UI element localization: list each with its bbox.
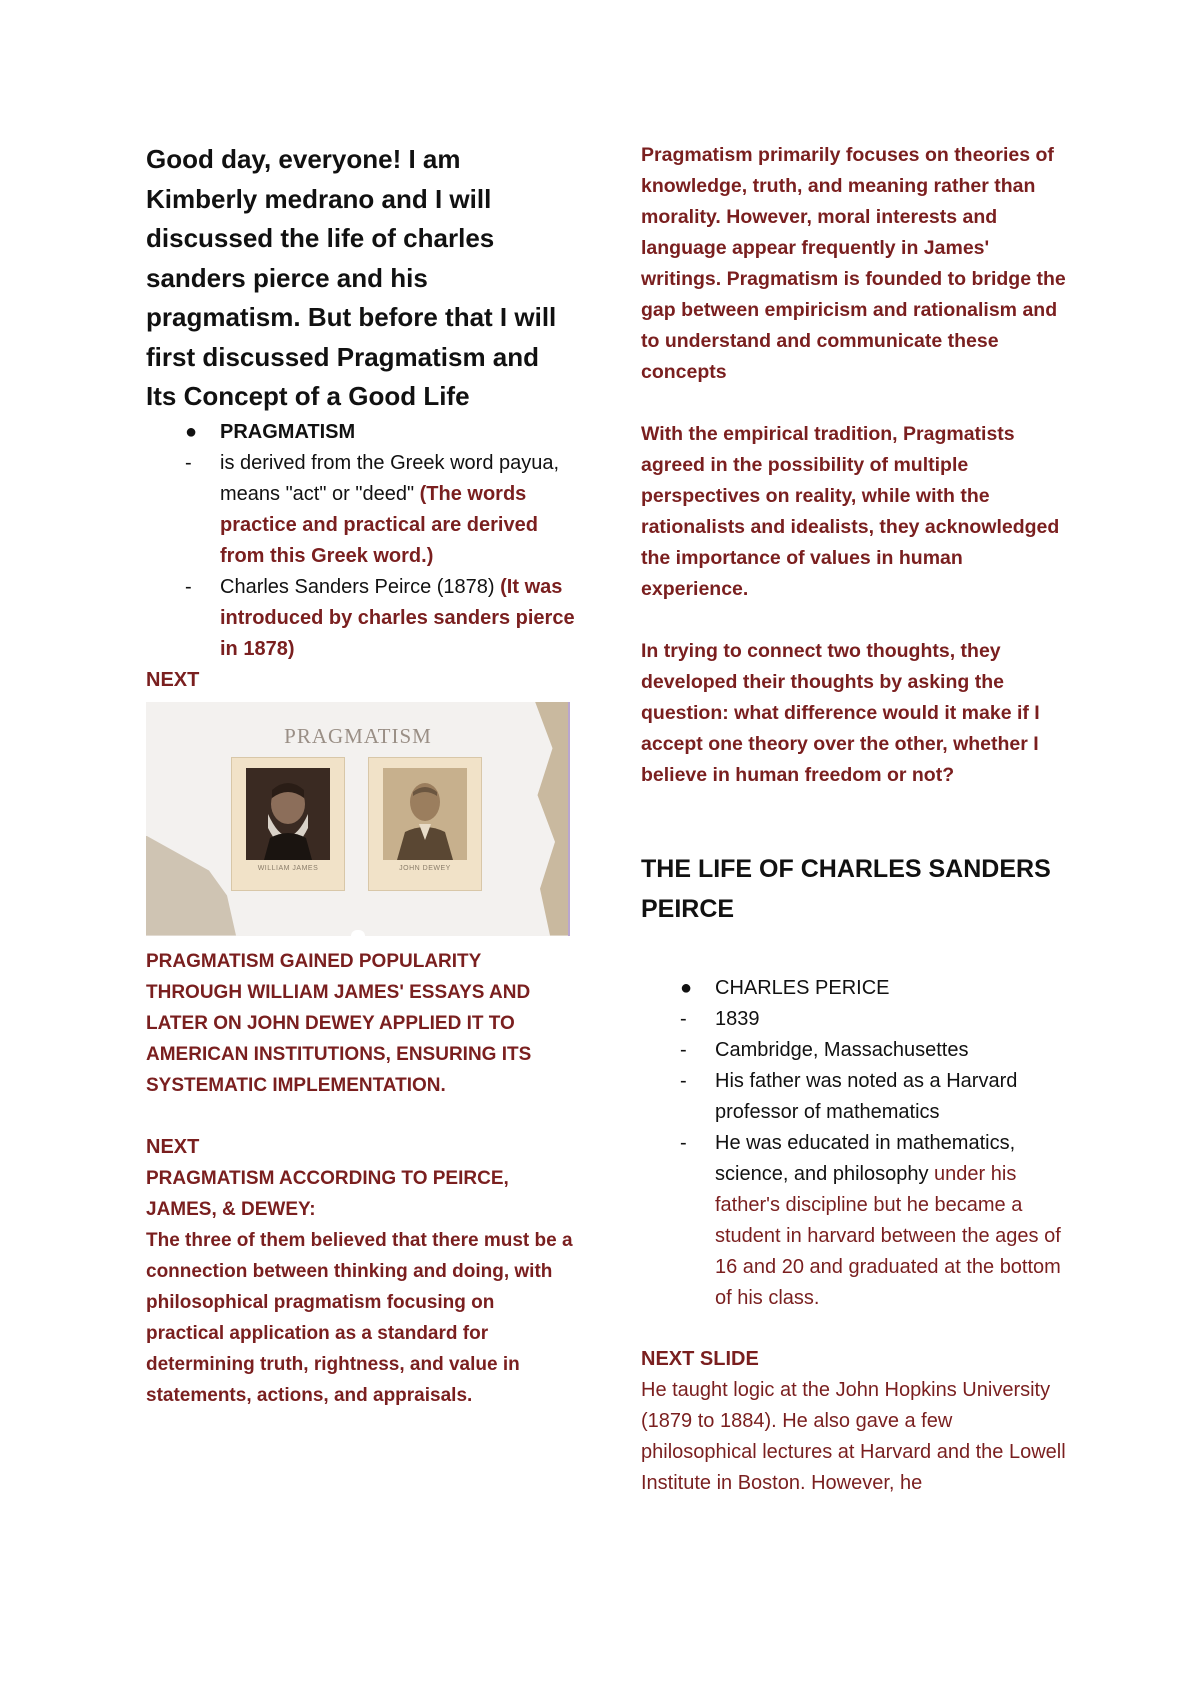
dash-icon: - xyxy=(185,451,192,474)
taught-text: He taught logic at the John Hopkins University (1879 to 1884). He also gave a few philosophical lectures at Harvard and the Lowell Institute in Boston xyxy=(641,1379,1066,1494)
list-item xyxy=(641,1035,1071,1066)
dash-icon: - xyxy=(185,575,192,598)
left-column xyxy=(146,140,576,1411)
bullet-icon: ● xyxy=(185,420,198,443)
next-label: NEXT xyxy=(146,1135,200,1158)
next-label: NEXT xyxy=(146,668,200,691)
father-text: His father was noted as a Harvard professor of mathematics xyxy=(715,1070,1018,1123)
education-note: under his father's discipline but he became a student in harvard between the ages of 16 and 20 and graduated at the bottom of his class. xyxy=(715,1163,1061,1309)
list-item xyxy=(641,1066,1071,1128)
taught-paragraph xyxy=(641,1375,1071,1499)
connect-paragraph: In trying to connect two thoughts, they developed their thoughts by asking the question: what difference would it make if I accept one theory over the other, whether I believe in human freedom or not? xyxy=(641,640,1040,786)
john-dewey-photo xyxy=(383,768,467,860)
definition-note: (The words practice and practical are derived from this Greek word.) xyxy=(220,482,538,567)
slide-edge xyxy=(568,702,570,936)
life-heading: THE LIFE OF CHARLES SANDERS PEIRCE xyxy=(641,855,1051,923)
list-item xyxy=(146,572,576,665)
list-item xyxy=(641,1004,1071,1035)
portrait-card-william-james xyxy=(231,757,345,891)
card-caption: WILLIAM JAMES xyxy=(257,864,319,872)
list-item xyxy=(146,417,576,448)
definition-text: is derived from the Greek word payua, means "act" or "deed" xyxy=(220,451,560,505)
birth-place: Cambridge, Massachusettes xyxy=(715,1039,969,1061)
peirce-note: (It was introduced by charles sanders pierce in 1878) xyxy=(220,575,575,660)
next-slide-label: NEXT SLIDE xyxy=(641,1348,759,1370)
dash-icon: - xyxy=(680,1070,687,1092)
dash-icon: - xyxy=(680,1132,687,1154)
list-item xyxy=(641,973,1071,1004)
right-column xyxy=(641,140,1071,1499)
birth-year: 1839 xyxy=(715,1008,760,1030)
popularity-text: PRAGMATISM GAINED POPULARITY THROUGH WILLIAM JAMES' ESSAYS AND LATER ON JOHN DEWEY APPLIED IT TO AMERICAN INSTITUTIONS, ENSURING ITS SYSTEMATIC IMPLEMENTATION. xyxy=(146,950,532,1096)
slide-title: PRAGMATISM xyxy=(284,723,432,748)
peirce-text: Charles Sanders Peirce (1878) xyxy=(220,575,501,598)
peirce-facts-list xyxy=(641,973,1071,1314)
bullet-icon: ● xyxy=(680,977,693,999)
taught-continued: . However, he xyxy=(799,1472,923,1494)
portrait-card-john-dewey xyxy=(368,757,482,891)
three-believed-text: The three of them believed that there must be a connection between thinking and doing, with philosophical pragmatism focusing on practical application as a standard for determining truth, rightness, and value in statements, actions, and appraisals. xyxy=(146,1229,573,1406)
dash-icon: - xyxy=(680,1008,687,1030)
slide-image xyxy=(146,702,570,936)
bullet-title: PRAGMATISM xyxy=(220,420,356,443)
education-text: He was educated in mathematics, science, and philosophy xyxy=(715,1132,1016,1185)
torn-paper-decoration xyxy=(146,836,236,936)
empirical-paragraph: With the empirical tradition, Pragmatists agreed in the possibility of multiple perspectives on reality, while with the rationalists and idealists, they acknowledged the importance of values in human experience. xyxy=(641,423,1060,600)
list-item xyxy=(146,448,576,572)
list-item xyxy=(641,1128,1071,1314)
pragmatism-list xyxy=(146,417,576,665)
slide-tab xyxy=(351,930,365,936)
intro-heading: Good day, everyone! I am Kimberly medrano and I will discussed the life of charles sanders pierce and his pragmatism. But before that I will first discussed Pragmatism and Its Concept of a Good Life xyxy=(146,144,557,411)
according-heading: PRAGMATISM ACCORDING TO PEIRCE, JAMES, & DEWEY: xyxy=(146,1167,509,1220)
card-caption: JOHN DEWEY xyxy=(399,864,451,872)
william-james-photo xyxy=(246,768,330,860)
bullet-title: CHARLES PERICE xyxy=(715,977,890,999)
dash-icon: - xyxy=(680,1039,687,1061)
focus-paragraph: Pragmatism primarily focuses on theories of knowledge, truth, and meaning rather than morality. However, moral interests and language appear frequently in James' writings. Pragmatism is founded to bridge the gap between empiricism and rationalism and to understand and communicate these concepts xyxy=(641,144,1066,383)
